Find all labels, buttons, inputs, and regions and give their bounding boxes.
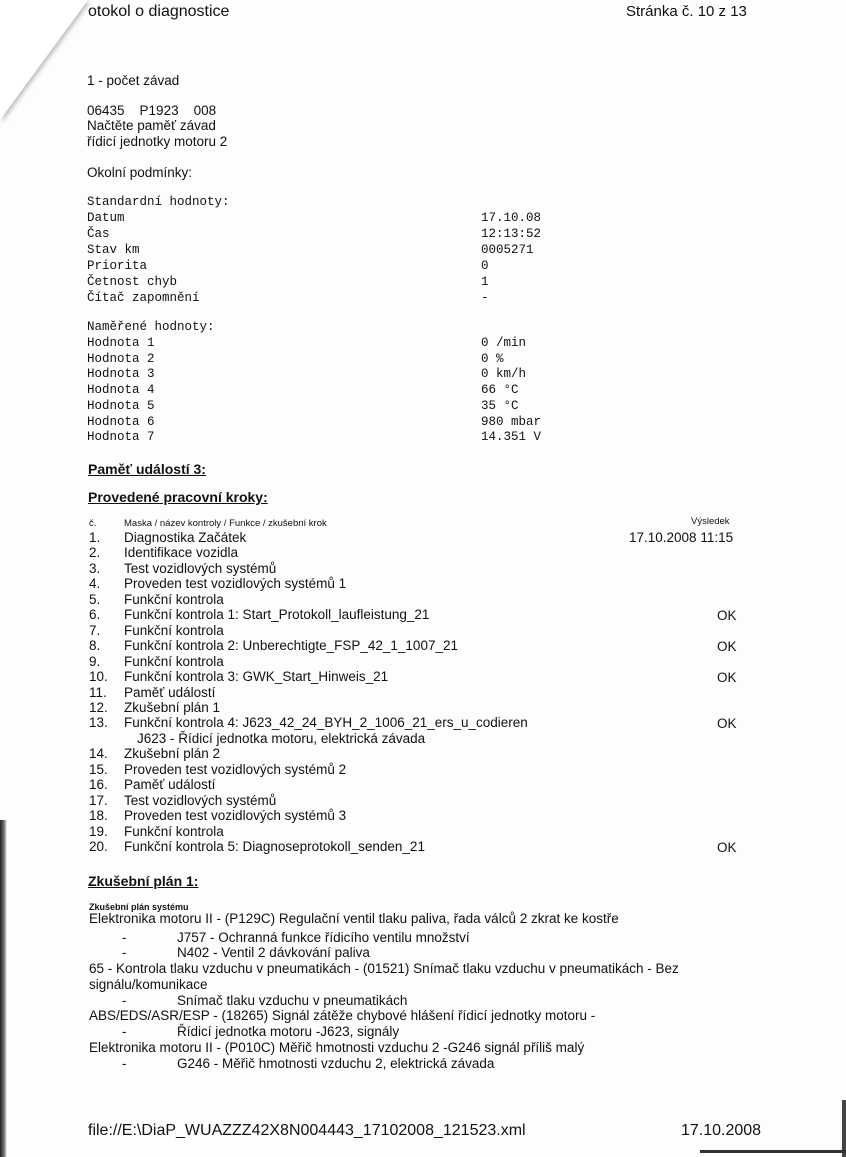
- standard-row-value: 12:13:52: [481, 226, 542, 241]
- standard-row-label: Četnost chyb: [87, 274, 178, 289]
- step-text: Funkční kontrola: [124, 591, 224, 607]
- step-text: Proveden test vozidlových systémů 2: [124, 761, 347, 777]
- footer-file-path: file://E:\DiaP_WUAZZZ42X8N004443_17102008_121523.xml: [88, 1122, 526, 1139]
- step-number: 15.: [89, 761, 108, 777]
- measured-row-value: 980 mbar: [481, 414, 542, 429]
- step-result: OK: [717, 670, 737, 686]
- step-number: 14.: [89, 746, 108, 762]
- fault-description-2: řídicí jednotky motoru 2: [87, 134, 228, 149]
- document-title: otokol o diagnostice: [88, 3, 230, 20]
- measured-row-label: Hodnota 2: [87, 351, 155, 366]
- step-text: Zkušební plán 2: [124, 746, 221, 762]
- scan-edge-right: [842, 1100, 846, 1157]
- plan-item: 65 - Kontrola tlaku vzduchu v pneumatikách - (01521) Snímač tlaku vzduchu v pneumatikách - Bez: [89, 961, 679, 976]
- plan-bullet-dash: -: [122, 1024, 127, 1039]
- measured-row-label: Hodnota 3: [87, 367, 155, 382]
- col-number-header: č.: [89, 518, 97, 529]
- step-result: OK: [717, 716, 737, 732]
- step-text: Test vozidlových systémů: [124, 560, 277, 576]
- step-text: Zkušební plán 1: [124, 699, 221, 715]
- event-memory-heading: Paměť událostí 3:: [88, 461, 206, 477]
- environment-label: Okolní podmínky:: [87, 165, 193, 180]
- col-result-header: Výsledek: [691, 516, 730, 527]
- step-number: 16.: [89, 777, 108, 793]
- step-number: 7.: [89, 622, 101, 638]
- plan-bullet-dash: -: [122, 1056, 127, 1071]
- measured-row-label: Hodnota 1: [87, 336, 155, 350]
- step-text: Funkční kontrola: [124, 622, 224, 638]
- standard-row-label: Čítač zapomnění: [87, 290, 200, 305]
- step-text: Proveden test vozidlových systémů 3: [124, 808, 347, 824]
- page-number: Stránka č. 10 z 13: [626, 3, 747, 20]
- step-number: 5.: [89, 591, 101, 607]
- fault-description-1: Načtěte paměť závad: [87, 118, 216, 133]
- measured-row-value: 35 °C: [481, 398, 519, 413]
- test-plan-heading: Zkušební plán 1:: [88, 873, 199, 889]
- step-result: 17.10.2008 11:15: [629, 530, 734, 545]
- step-number: 20.: [89, 839, 108, 854]
- step-number: 2.: [89, 545, 101, 561]
- standard-row-value: -: [481, 290, 489, 305]
- standard-row-value: 1: [481, 274, 489, 289]
- step-text: Identifikace vozidla: [124, 545, 239, 561]
- step-text: Proveden test vozidlových systémů 1: [124, 576, 347, 592]
- standard-row-value: 17.10.08: [481, 211, 542, 225]
- step-text: Funkční kontrola 4: J623_42_24_BYH_2_1006_21_ers_u_codieren: [124, 715, 528, 731]
- measured-row-value: 14.351 V: [481, 430, 542, 445]
- measured-row-value: 66 °C: [481, 383, 519, 398]
- folded-corner: [0, 0, 88, 120]
- step-number: 4.: [89, 576, 101, 592]
- standard-row-label: Čas: [87, 226, 110, 241]
- plan-item: ABS/EDS/ASR/ESP - (18265) Signál zátěže chybové hlášení řídicí jednotky motoru -: [89, 1008, 596, 1023]
- step-number: 3.: [89, 560, 101, 576]
- plan-item: Elektronika motoru II - (P010C) Měřič hmotnosti vzduchu 2 -G246 signál příliš malý: [89, 1040, 585, 1055]
- standard-row-label: Datum: [87, 211, 125, 225]
- standard-row-value: 0005271: [481, 242, 534, 257]
- step-result: OK: [717, 639, 737, 655]
- step-number: 19.: [89, 823, 108, 839]
- step-text: Funkční kontrola: [124, 653, 224, 669]
- plan-bullet-dash: -: [122, 945, 127, 960]
- step-text: Paměť událostí: [124, 777, 216, 793]
- work-steps-heading: Provedené pracovní kroky:: [88, 489, 268, 505]
- step-text: Funkční kontrola 3: GWK_Start_Hinweis_21: [124, 669, 389, 685]
- measured-values-heading: Naměřené hodnoty:: [87, 320, 215, 334]
- step-number: 8.: [89, 638, 101, 654]
- step-text: Funkční kontrola: [124, 823, 224, 839]
- step-number: 1.: [89, 530, 101, 545]
- step-text: J623 - Řídicí jednotka motoru, elektrická závada: [137, 730, 426, 746]
- step-number: 17.: [89, 792, 108, 808]
- standard-row-label: Stav km: [87, 242, 140, 257]
- step-number: 18.: [89, 808, 108, 824]
- step-text: Test vozidlových systémů: [124, 792, 277, 808]
- plan-sub-item: G246 - Měřič hmotnosti vzduchu 2, elektrická závada: [177, 1056, 495, 1071]
- measured-row-label: Hodnota 6: [87, 414, 155, 429]
- step-text: Paměť událostí: [124, 684, 216, 700]
- plan-sub-item: Snímač tlaku vzduchu v pneumatikách: [177, 993, 408, 1008]
- plan-sub-item: N402 - Ventil 2 dávkování paliva: [177, 945, 370, 960]
- fault-codes: 06435 P1923 008: [87, 103, 217, 118]
- plan-item: Elektronika motoru II - (P129C) Regulační ventil tlaku paliva, řada válců 2 zkrat ke kostře: [89, 911, 619, 926]
- measured-row-label: Hodnota 7: [87, 430, 155, 445]
- standard-values-heading: Standardní hodnoty:: [87, 195, 230, 209]
- footer-date: 17.10.2008: [681, 1122, 762, 1139]
- standard-row-value: 0: [481, 258, 489, 273]
- step-number: 13.: [89, 715, 108, 731]
- step-text: Diagnostika Začátek: [124, 530, 247, 545]
- test-plan-subheading: Zkušební plán systému: [89, 902, 189, 912]
- step-number: 11.: [89, 684, 107, 700]
- col-mask-header: Maska / název kontroly / Funkce / zkušební krok: [124, 518, 327, 529]
- step-number: 12.: [89, 699, 108, 715]
- step-text: Funkční kontrola 5: Diagnoseprotokoll_senden_21: [124, 839, 425, 854]
- plan-bullet-dash: -: [122, 993, 127, 1008]
- measured-row-value: 0 km/h: [481, 367, 527, 382]
- measured-row-label: Hodnota 5: [87, 398, 155, 413]
- step-number: 6.: [89, 607, 101, 623]
- measured-row-value: 0 %: [481, 351, 504, 366]
- step-text: Funkční kontrola 1: Start_Protokoll_laufleistung_21: [124, 607, 430, 623]
- plan-bullet-dash: -: [122, 930, 127, 945]
- plan-sub-item: J757 - Ochranná funkce řídicího ventilu množství: [177, 930, 470, 945]
- fault-count: 1 - počet závad: [87, 73, 180, 88]
- scan-edge-shadow: [0, 820, 7, 1157]
- scan-edge-bottom: [700, 1150, 846, 1153]
- plan-sub-item: Řídicí jednotka motoru -J623, signály: [177, 1024, 400, 1039]
- step-result: OK: [717, 608, 737, 624]
- step-text: Funkční kontrola 2: Unberechtigte_FSP_42_1_1007_21: [124, 638, 458, 654]
- plan-item: signálu/komunikace: [89, 977, 208, 992]
- standard-row-label: Priorita: [87, 258, 148, 273]
- step-number: 9.: [89, 653, 101, 669]
- step-result: OK: [717, 840, 737, 855]
- step-number: 10.: [89, 669, 108, 685]
- measured-row-value: 0 /min: [481, 336, 527, 350]
- measured-row-label: Hodnota 4: [87, 383, 155, 398]
